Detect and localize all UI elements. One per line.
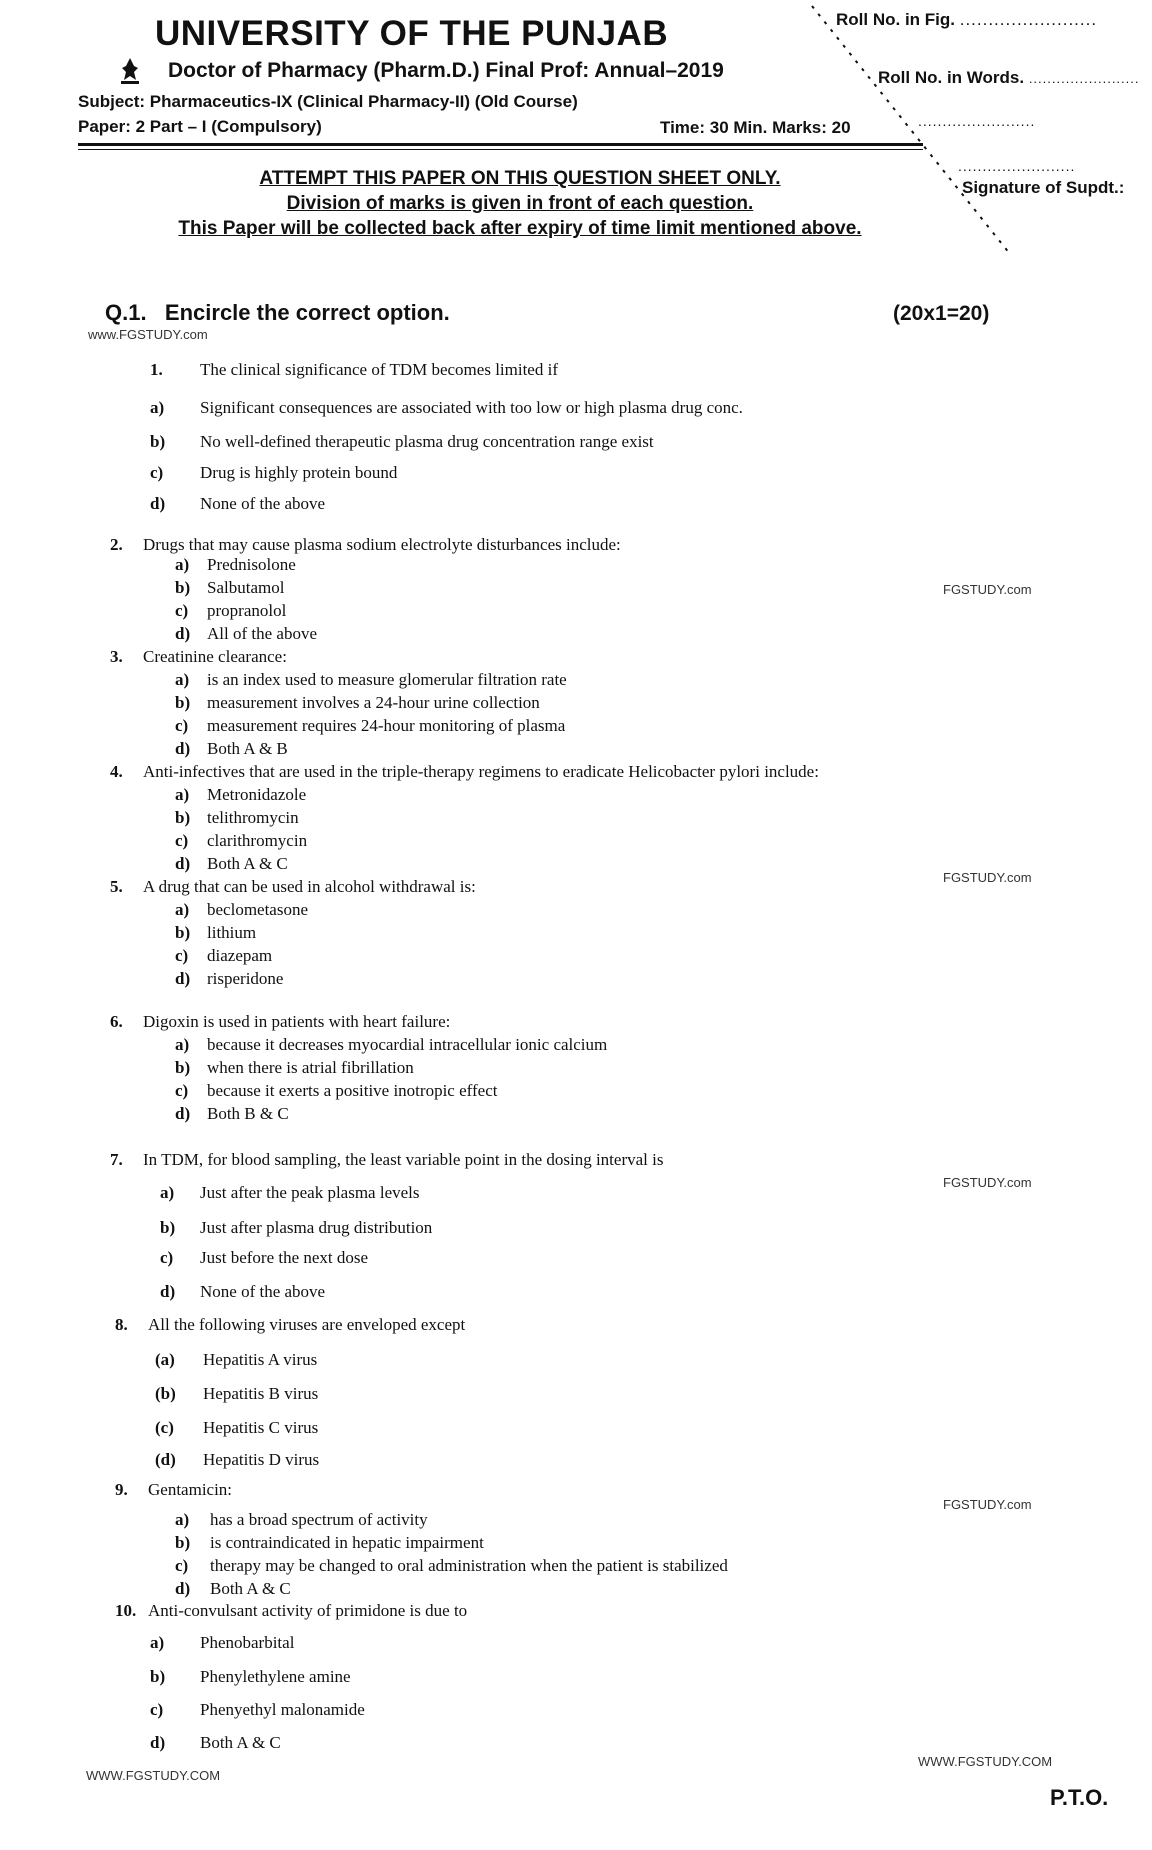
option-text[interactable]: propranolol [207, 601, 287, 620]
option-text[interactable]: Significant consequences are associated with too low or high plasma drug conc. [200, 398, 743, 417]
option-label[interactable]: d) [175, 1104, 191, 1123]
option-text[interactable]: Just before the next dose [200, 1248, 369, 1267]
question-text: Gentamicin: [148, 1480, 233, 1499]
option-text[interactable]: Both A & C [207, 854, 288, 873]
question-number: 4. [110, 762, 123, 781]
option-text[interactable]: All of the above [207, 624, 317, 643]
question-number: 3. [110, 647, 123, 666]
option-text[interactable]: measurement involves a 24-hour urine collection [207, 693, 540, 712]
option-text[interactable]: Drug is highly protein bound [200, 463, 398, 482]
roll-no-words-dots: ........................ [1028, 71, 1140, 86]
option-label[interactable]: c) [175, 831, 189, 850]
option-label[interactable]: b) [175, 923, 191, 942]
paper-line: Paper: 2 Part – I (Compulsory) [78, 117, 322, 136]
header-rule-thick [78, 143, 923, 146]
option-label[interactable]: a) [175, 1510, 190, 1529]
option-text[interactable]: Both A & C [200, 1733, 281, 1752]
option-label[interactable]: a) [150, 1633, 165, 1652]
pto-label: P.T.O. [1050, 1785, 1109, 1810]
option-text[interactable]: Prednisolone [207, 555, 296, 574]
option-text[interactable]: diazepam [207, 946, 273, 965]
option-label[interactable]: a) [175, 1035, 190, 1054]
option-label[interactable]: c) [175, 946, 189, 965]
question-number: 7. [110, 1150, 123, 1169]
option-text[interactable]: clarithromycin [207, 831, 308, 850]
university-logo [118, 56, 142, 86]
question-number: 5. [110, 877, 123, 896]
question-text: Digoxin is used in patients with heart failure: [143, 1012, 451, 1031]
option-text[interactable]: Phenyethyl malonamide [200, 1700, 365, 1719]
option-label[interactable]: c) [175, 716, 189, 735]
option-label[interactable]: (b) [155, 1384, 176, 1403]
option-text[interactable]: measurement requires 24-hour monitoring of plasma [207, 716, 566, 735]
option-label[interactable]: b) [150, 432, 166, 451]
option-label[interactable]: b) [160, 1218, 176, 1237]
option-label[interactable]: a) [150, 398, 165, 417]
question-text: Anti-infectives that are used in the triple-therapy regimens to eradicate Helicobacter pylori include: [143, 762, 819, 781]
watermark: www.FGSTUDY.com [88, 327, 208, 342]
option-text[interactable]: Both B & C [207, 1104, 289, 1123]
subject-line: Subject: Pharmaceutics-IX (Clinical Pharmacy-II) (Old Course) [78, 92, 578, 111]
option-label[interactable]: b) [175, 693, 191, 712]
header-rule-thin [78, 149, 923, 150]
question-text: All the following viruses are enveloped except [148, 1315, 466, 1334]
roll-no-words-line2: ........................ [918, 113, 1036, 129]
option-label[interactable]: d) [175, 739, 191, 758]
option-text[interactable]: No well-defined therapeutic plasma drug concentration range exist [200, 432, 654, 451]
option-label[interactable]: c) [150, 1700, 164, 1719]
question-number: 8. [115, 1315, 128, 1334]
time-marks: Time: 30 Min. Marks: 20 [660, 118, 851, 137]
option-label[interactable]: b) [175, 808, 191, 827]
roll-no-fig-dots: ........................ [959, 10, 1098, 29]
roll-no-words-label: Roll No. in Words. [878, 68, 1025, 87]
roll-no-fig-label: Roll No. in Fig. [836, 10, 955, 29]
option-label[interactable]: d) [160, 1282, 176, 1301]
option-text[interactable]: lithium [207, 923, 257, 942]
option-label[interactable]: d) [150, 494, 166, 513]
question-text: In TDM, for blood sampling, the least variable point in the dosing interval is [143, 1150, 664, 1169]
option-label[interactable]: a) [175, 785, 190, 804]
university-title: UNIVERSITY OF THE PUNJAB [155, 14, 669, 53]
option-text[interactable]: beclometasone [207, 900, 309, 919]
degree-title: Doctor of Pharmacy (Pharm.D.) Final Prof: Annual–2019 [168, 59, 724, 82]
option-text[interactable]: is an index used to measure glomerular filtration rate [207, 670, 567, 689]
question-number: 2. [110, 535, 123, 554]
option-label[interactable]: c) [175, 1556, 189, 1575]
instruction-1: ATTEMPT THIS PAPER ON THIS QUESTION SHEET ONLY. [259, 168, 781, 189]
option-text[interactable]: Salbutamol [207, 578, 285, 597]
option-label[interactable]: d) [150, 1733, 166, 1752]
option-text[interactable]: None of the above [200, 494, 326, 513]
option-label[interactable]: a) [175, 670, 190, 689]
instruction-3: This Paper will be collected back after expiry of time limit mentioned above. [178, 218, 862, 239]
question-text: Creatinine clearance: [143, 647, 287, 666]
option-text[interactable]: Just after plasma drug distribution [200, 1218, 433, 1237]
signature-dots: ........................ [958, 158, 1076, 174]
q1-title: Encircle the correct option. [164, 300, 450, 325]
question-number: 9. [115, 1480, 128, 1499]
question-text: Anti-convulsant activity of primidone is due to [148, 1601, 468, 1620]
option-text[interactable]: therapy may be changed to oral administration when the patient is stabilized [210, 1556, 728, 1575]
signature-field[interactable]: Signature of Supdt.: [962, 178, 1125, 197]
option-label[interactable]: c) [160, 1248, 174, 1267]
option-label[interactable]: b) [175, 1533, 191, 1552]
option-label[interactable]: d) [175, 969, 191, 988]
option-label[interactable]: (d) [155, 1450, 176, 1469]
question-text: Drugs that may cause plasma sodium electrolyte disturbances include: [143, 535, 621, 554]
option-text[interactable]: None of the above [200, 1282, 326, 1301]
q1-label: Q.1. [105, 300, 147, 325]
option-text[interactable]: because it decreases myocardial intracellular ionic calcium [207, 1035, 608, 1054]
option-label[interactable]: b) [150, 1667, 166, 1686]
watermark: WWW.FGSTUDY.COM [86, 1768, 221, 1783]
option-label[interactable]: d) [175, 1579, 191, 1598]
watermark: FGSTUDY.com [943, 1175, 1032, 1190]
option-label[interactable]: (c) [155, 1418, 174, 1437]
option-label[interactable]: b) [175, 578, 191, 597]
option-label[interactable]: (a) [155, 1350, 175, 1369]
question-text: The clinical significance of TDM becomes limited if [200, 360, 558, 379]
watermark: FGSTUDY.com [943, 582, 1032, 597]
watermark: FGSTUDY.com [943, 1497, 1032, 1512]
question-number: 10. [115, 1601, 137, 1620]
option-text[interactable]: Hepatitis A virus [203, 1350, 318, 1369]
q1-marks: (20x1=20) [893, 302, 990, 325]
watermark: WWW.FGSTUDY.COM [918, 1754, 1053, 1769]
option-text[interactable]: Phenylethylene amine [200, 1667, 351, 1686]
option-text[interactable]: when there is atrial fibrillation [207, 1058, 414, 1077]
option-text[interactable]: Metronidazole [207, 785, 307, 804]
option-text[interactable]: Hepatitis D virus [203, 1450, 320, 1469]
q1-heading [105, 300, 450, 326]
option-label[interactable]: b) [175, 1058, 191, 1077]
option-label[interactable]: d) [175, 624, 191, 643]
instruction-2: Division of marks is given in front of each question. [286, 193, 754, 214]
option-text[interactable]: because it exerts a positive inotropic effect [207, 1081, 498, 1100]
question-number: 1. [150, 360, 163, 379]
option-label[interactable]: c) [150, 463, 164, 482]
option-text[interactable]: telithromycin [207, 808, 299, 827]
option-text[interactable]: Phenobarbital [200, 1633, 295, 1652]
option-label[interactable]: c) [175, 1081, 189, 1100]
option-text[interactable]: Both A & C [210, 1579, 291, 1598]
option-text[interactable]: risperidone [207, 969, 284, 988]
question-number: 6. [110, 1012, 123, 1031]
option-text[interactable]: Hepatitis B virus [203, 1384, 319, 1403]
option-label[interactable]: a) [160, 1183, 175, 1202]
option-text[interactable]: has a broad spectrum of activity [210, 1510, 428, 1529]
option-label[interactable]: a) [175, 555, 190, 574]
option-text[interactable]: is contraindicated in hepatic impairment [210, 1533, 484, 1552]
question-text: A drug that can be used in alcohol withdrawal is: [143, 877, 476, 896]
watermark: FGSTUDY.com [943, 870, 1032, 885]
option-label[interactable]: d) [175, 854, 191, 873]
option-text[interactable]: Both A & B [207, 739, 288, 758]
option-text[interactable]: Hepatitis C virus [203, 1418, 319, 1437]
option-text[interactable]: Just after the peak plasma levels [200, 1183, 420, 1202]
option-label[interactable]: c) [175, 601, 189, 620]
option-label[interactable]: a) [175, 900, 190, 919]
